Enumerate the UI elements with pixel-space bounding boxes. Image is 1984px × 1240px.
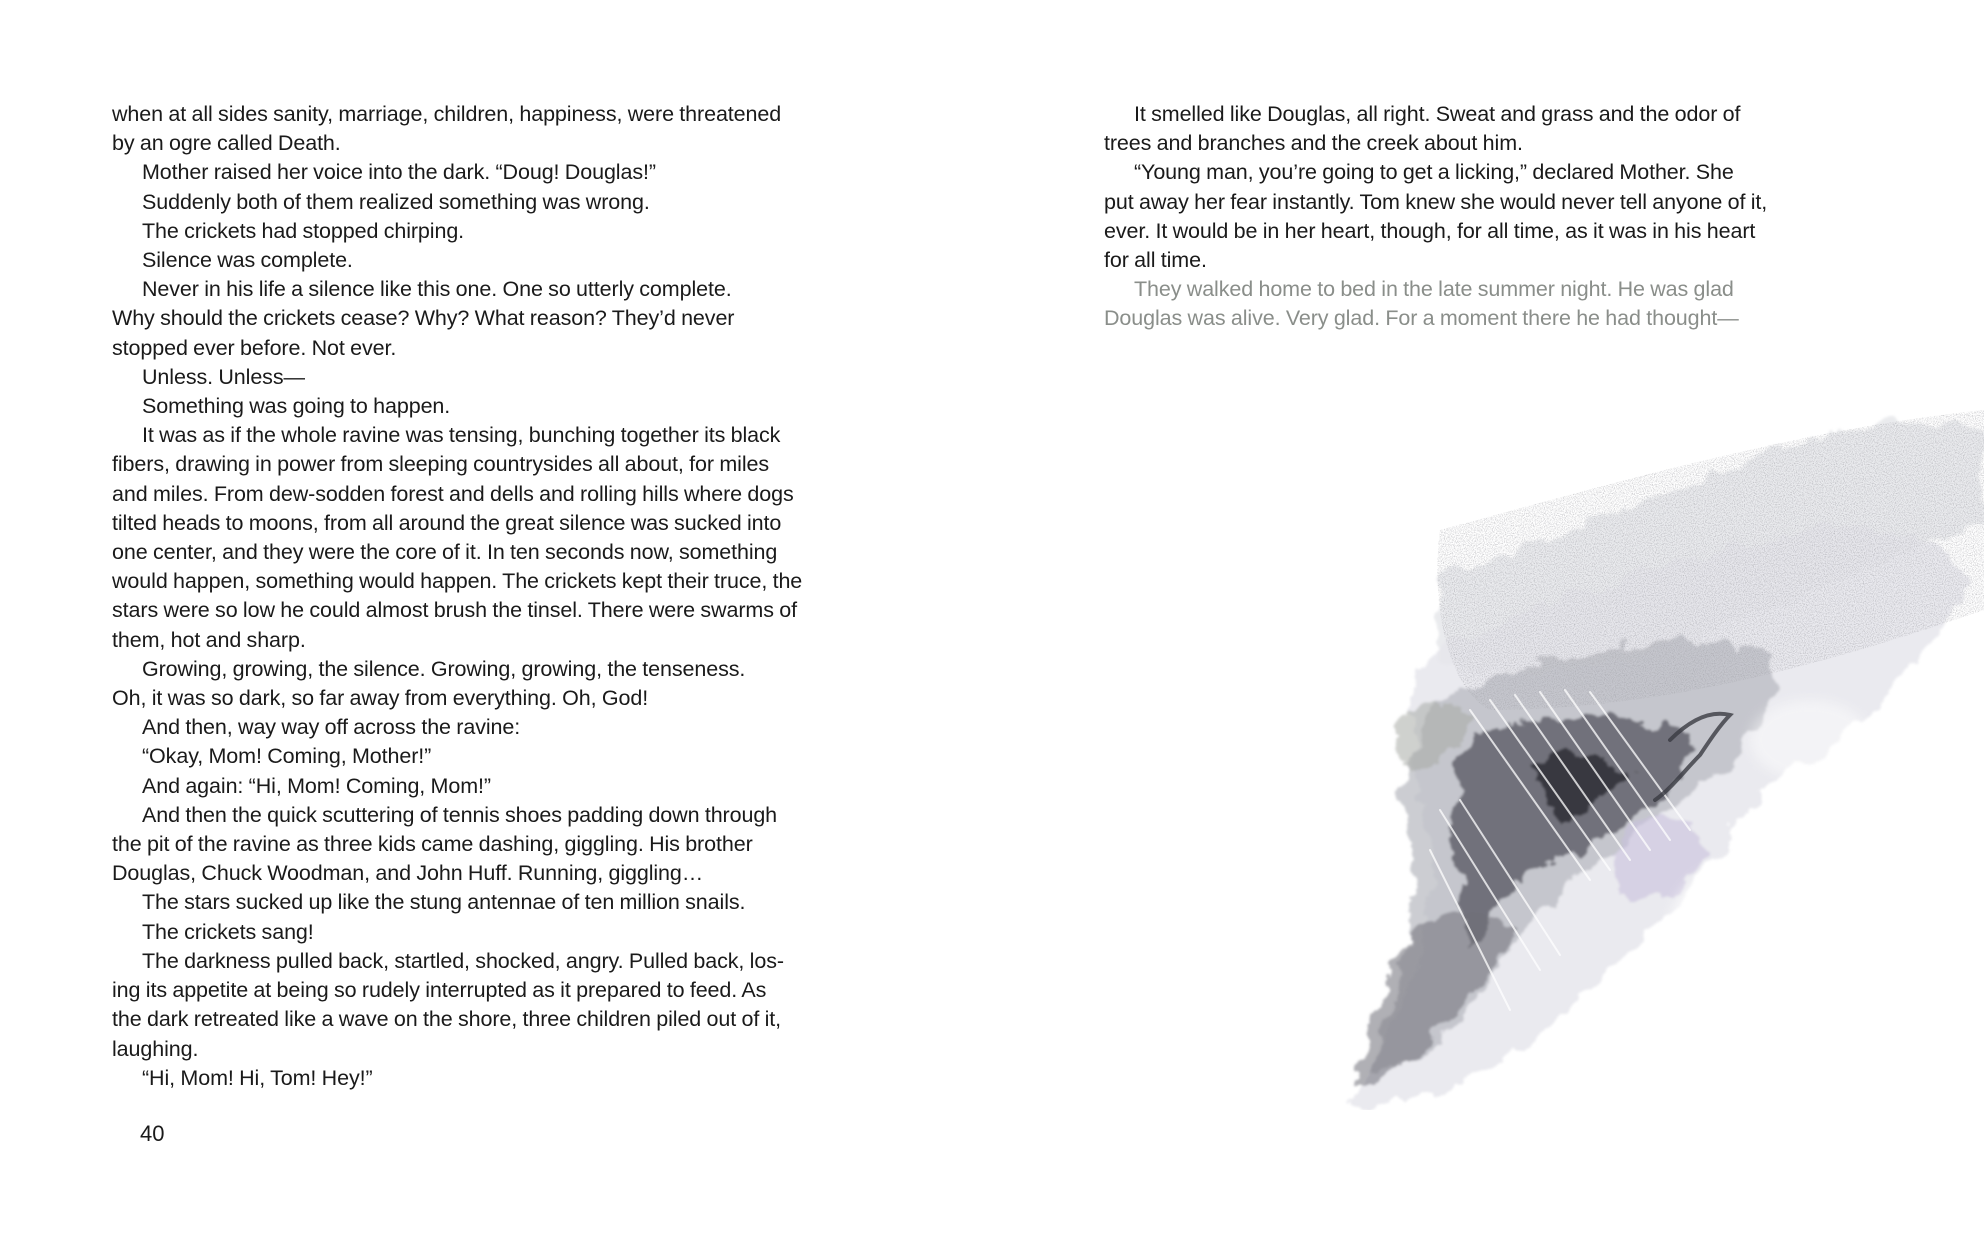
left-page-text-line: “Hi, Mom! Hi, Tom! Hey!” [142, 1065, 373, 1090]
left-page-text-line: Suddenly both of them realized something was wrong. [142, 189, 650, 214]
left-page-text-line: laughing. [112, 1036, 199, 1061]
right-page-text [1104, 100, 1768, 334]
left-page-text-line: Growing, growing, the silence. Growing, growing, the tenseness. [142, 656, 746, 681]
left-page-text-line: The stars sucked up like the stung antennae of ten million snails. [142, 890, 746, 915]
left-page-text-line: Never in his life a silence like this one. One so utterly complete. [142, 277, 732, 302]
right-page-text-line: They walked home to bed in the late summer night. He was glad [1134, 277, 1734, 302]
right-page-text-line: Douglas was alive. Very glad. For a moment there he had thought— [1104, 306, 1739, 331]
left-page-text-line: ing its appetite at being so rudely interrupted as it prepared to feed. As [112, 978, 767, 1003]
left-page-text-line: one center, and they were the core of it. In ten seconds now, something [112, 540, 778, 565]
left-page-text-line: And again: “Hi, Mom! Coming, Mom!” [142, 773, 491, 798]
left-page-text [112, 100, 803, 1093]
left-page-text-line: stopped ever before. Not ever. [112, 335, 397, 360]
right-page-text-line: put away her fear instantly. Tom knew she would never tell anyone of it, [1104, 189, 1768, 214]
ink-wash-illustration [1290, 410, 1984, 1110]
left-page-text-line: And then the quick scuttering of tennis shoes padding down through [142, 802, 778, 827]
left-page-text-line: fibers, drawing in power from sleeping countrysides all about, for miles [112, 452, 769, 477]
left-page-text-line: And then, way way off across the ravine: [142, 715, 521, 740]
page-number: 40 [140, 1121, 165, 1146]
left-page-text-line: by an ogre called Death. [112, 131, 341, 156]
left-page-text-line: the pit of the ravine as three kids came dashing, giggling. His brother [112, 832, 753, 857]
left-page-text-line: stars were so low he could almost brush the tinsel. There were swarms of [112, 598, 797, 623]
left-page-text-line: “Okay, Mom! Coming, Mother!” [142, 744, 432, 769]
left-page-text-line: Silence was complete. [142, 248, 353, 273]
left-page-text-line: them, hot and sharp. [112, 627, 306, 652]
left-page-text-line: and miles. From dew-sodden forest and dells and rolling hills where dogs [112, 481, 794, 506]
left-page-text-line: The darkness pulled back, startled, shocked, angry. Pulled back, los- [142, 948, 784, 973]
left-page-text-line: It was as if the whole ravine was tensing, bunching together its black [142, 423, 781, 448]
right-page-text-line: trees and branches and the creek about him. [1104, 131, 1523, 156]
left-page-text-line: The crickets had stopped chirping. [142, 218, 465, 243]
left-page-text-line: tilted heads to moons, from all around the great silence was sucked into [112, 510, 782, 535]
left-page-text-line: Something was going to happen. [142, 394, 451, 419]
left-page-text-line: Douglas, Chuck Woodman, and John Huff. Running, giggling… [112, 861, 704, 886]
right-page-text-line: “Young man, you’re going to get a licking,” declared Mother. She [1134, 160, 1734, 185]
left-page-text-line: Mother raised her voice into the dark. “Doug! Douglas!” [142, 160, 656, 185]
left-page-text-line: when at all sides sanity, marriage, children, happiness, were threatened [112, 102, 782, 126]
left-page-text-line: Why should the crickets cease? Why? What reason? They’d never [112, 306, 735, 331]
left-page-text-line: would happen, something would happen. The crickets kept their truce, the [112, 569, 803, 594]
left-page-text-line: Oh, it was so dark, so far away from everything. Oh, God! [112, 686, 649, 711]
left-page-text-line: Unless. Unless— [142, 364, 305, 389]
right-page-text-line: It smelled like Douglas, all right. Sweat and grass and the odor of [1134, 102, 1741, 126]
right-page-text-line: for all time. [1104, 248, 1207, 273]
left-page-text-line: the dark retreated like a wave on the shore, three children piled out of it, [112, 1007, 782, 1032]
right-page-text-line: ever. It would be in her heart, though, for all time, as it was in his heart [1104, 218, 1756, 243]
left-page-text-line: The crickets sang! [142, 919, 314, 944]
